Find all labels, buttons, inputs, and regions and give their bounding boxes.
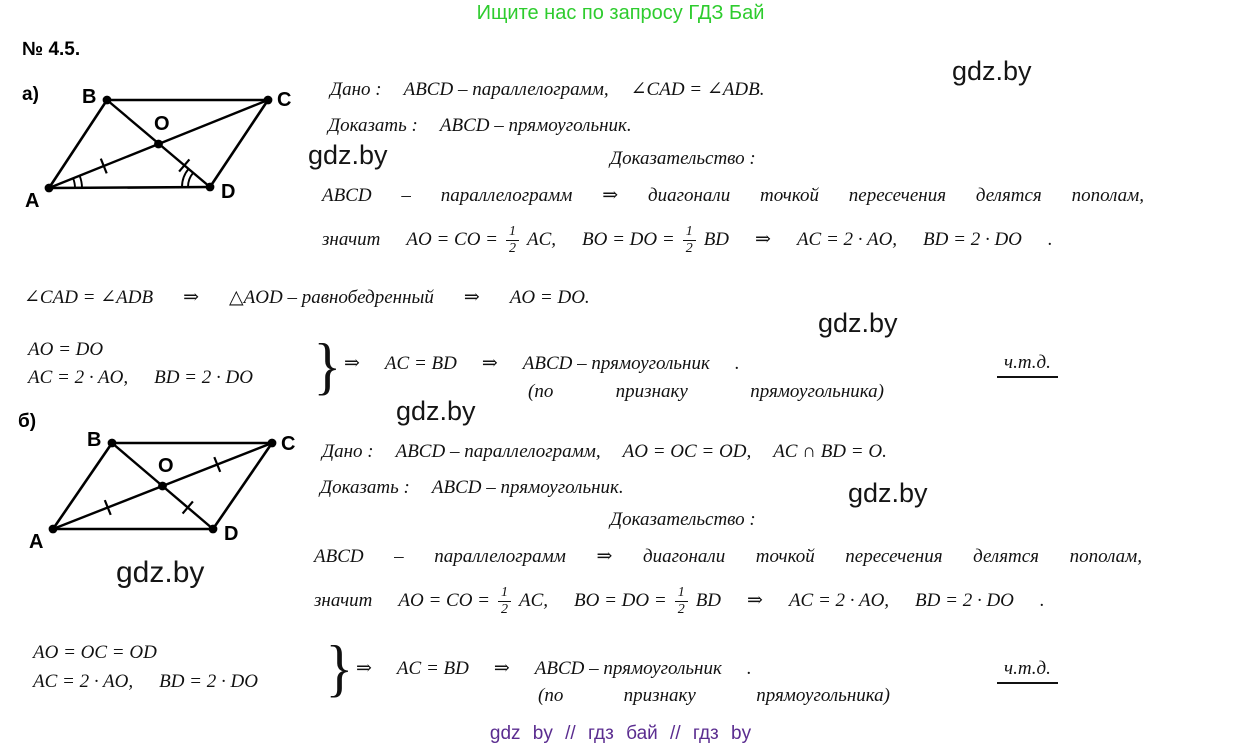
eq-text: BO = DO = <box>574 590 667 612</box>
vertex-d-dot <box>206 183 215 192</box>
gdz-watermark: gdz.by <box>818 308 898 338</box>
implies-arrow: ⇒ <box>463 287 480 308</box>
eq-result: AO = DO. <box>509 287 590 308</box>
vertex-c-label: C <box>281 433 296 455</box>
fraction-denominator: 2 <box>509 240 516 256</box>
fraction-one-half <box>683 224 696 256</box>
eq-text: BO = DO = <box>582 229 675 251</box>
vertex-a-label: A <box>29 531 44 553</box>
eq-result: AC = 2 · AO, <box>788 590 890 612</box>
eq-result: BD = 2 · DO <box>923 229 1022 251</box>
period: . <box>734 353 740 374</box>
angle-arc-d-1 <box>188 173 193 187</box>
fraction-numerator: 1 <box>683 224 696 241</box>
given-clause: ∠CAD = ∠ADB. <box>630 79 765 100</box>
implies-arrow: ⇒ <box>356 658 372 679</box>
part-b-label: б) <box>18 411 37 432</box>
triangle-statement: △AOD – равнобедренный <box>229 287 434 308</box>
vertex-a-label: A <box>25 190 40 212</box>
given-line-b <box>322 440 887 464</box>
implies-arrow: ⇒ <box>183 287 200 308</box>
fraction-denominator: 2 <box>501 601 508 617</box>
vertex-a-dot <box>49 525 58 534</box>
eq-text: AC, <box>527 229 557 251</box>
implies-arrow: ⇒ <box>344 353 360 374</box>
step2-pre: значит <box>322 229 381 251</box>
gdz-watermark: gdz.by <box>396 396 476 426</box>
equation-bo-do <box>582 224 729 256</box>
fraction-one-half <box>498 585 511 617</box>
eq-text: BD = 2 · DO <box>154 367 253 388</box>
fraction-one-half <box>506 224 519 256</box>
fraction-denominator: 2 <box>677 601 685 617</box>
prove-statement: ABCD – прямоугольник. <box>439 115 632 136</box>
qed-mark-b: ч.т.д. <box>997 658 1058 684</box>
qed-mark-a: ч.т.д. <box>997 352 1058 378</box>
vertex-d-dot <box>209 525 218 534</box>
prove-label: Доказать : <box>328 115 418 136</box>
side-ab <box>49 100 107 188</box>
vertex-c-dot <box>268 439 277 448</box>
implies-arrow: ⇒ <box>747 590 763 612</box>
proof-step2-a <box>322 214 1053 266</box>
proof-step2-b <box>314 575 1045 627</box>
site-footer-text: gdz by // гдз бай // гдз by <box>489 723 752 744</box>
gdz-watermark: gdz.by <box>848 478 928 508</box>
point-o-dot <box>154 140 163 149</box>
gdz-watermark: gdz.by <box>116 556 205 589</box>
given-clause: AO = OC = OD, <box>622 441 752 462</box>
vertex-b-dot <box>108 439 117 448</box>
eq-result: BD = 2 · DO <box>915 590 1014 612</box>
conclusion-line-b <box>356 657 752 681</box>
problem-number: № 4.5. <box>22 39 81 60</box>
conclusion-note-a: (по признаку прямоугольника) <box>528 381 884 402</box>
conclusion-statement: ABCD – прямоугольник <box>534 658 722 679</box>
eq-text: AC = 2 · AO, <box>28 367 129 388</box>
period: . <box>1047 229 1053 251</box>
system-brace-a: } <box>313 330 342 401</box>
vertex-c-dot <box>264 96 273 105</box>
fraction-numerator: 1 <box>506 224 519 241</box>
figure-b-parallelogram <box>25 430 325 560</box>
system-row1-b: AO = OC = OD <box>33 642 157 663</box>
eq-text: BD = 2 · DO <box>159 671 258 692</box>
vertex-d-label: D <box>224 523 239 545</box>
side-da <box>49 187 210 188</box>
vertex-c-label: C <box>277 89 292 111</box>
eq-text: AO = CO = <box>398 590 490 612</box>
given-clause: AC ∩ BD = O. <box>773 441 887 462</box>
side-cd <box>210 100 268 187</box>
fraction-numerator: 1 <box>675 585 688 602</box>
equation-ao-co <box>398 585 548 617</box>
equation-bo-do <box>574 585 721 617</box>
part-a-label: а) <box>22 84 39 105</box>
given-clause: ABCD – параллелограмм, <box>403 79 609 100</box>
step2-pre: значит <box>314 590 373 612</box>
proof-step1-b: ABCD – параллелограмм ⇒ диагонали точкой пересечения делятся пополам, <box>314 546 1142 567</box>
site-header-text: Ищите нас по запросу ГДЗ Бай <box>476 2 765 24</box>
eq-result: AC = 2 · AO, <box>796 229 898 251</box>
prove-line-b <box>320 476 624 500</box>
equation-ao-co <box>406 224 556 256</box>
eq-text: BD <box>703 229 730 251</box>
conclusion-statement: ABCD – прямоугольник <box>522 353 710 374</box>
proof-title-a: Доказательство : <box>610 148 756 169</box>
point-o-label: O <box>154 113 170 135</box>
given-label: Дано : <box>322 441 374 462</box>
proof-step1-a: ABCD – параллелограмм ⇒ диагонали точкой пересечения делятся пополам, <box>322 185 1144 206</box>
point-o-dot <box>158 482 167 491</box>
given-clause: ABCD – параллелограмм, <box>395 441 601 462</box>
angle-arc-a-2 <box>80 176 82 188</box>
conclusion-line-a <box>344 352 740 376</box>
angle-equality: ∠CAD = ∠ADB <box>24 287 154 308</box>
vertex-d-label: D <box>221 181 236 203</box>
given-label: Дано : <box>330 79 382 100</box>
prove-statement: ABCD – прямоугольник. <box>431 477 624 498</box>
vertex-b-label: B <box>87 430 102 451</box>
proof-title-b: Доказательство : <box>610 509 756 530</box>
point-o-label: O <box>158 455 174 477</box>
fraction-numerator: 1 <box>498 585 511 602</box>
gdz-watermark: gdz.by <box>952 56 1032 86</box>
eq-text: AO = CO = <box>406 229 498 251</box>
system-row2-a <box>28 366 253 390</box>
system-brace-b: } <box>325 632 354 703</box>
system-row2-b <box>33 670 258 694</box>
implies-arrow: ⇒ <box>755 229 771 251</box>
side-ab <box>53 443 112 529</box>
proof-step3-a <box>24 286 590 310</box>
vertex-a-dot <box>45 184 54 193</box>
implies-arrow: ⇒ <box>481 353 498 374</box>
implies-arrow: ⇒ <box>493 658 510 679</box>
angle-arc-a-1 <box>73 178 75 188</box>
fraction-denominator: 2 <box>685 240 693 256</box>
prove-label: Доказать : <box>320 477 410 498</box>
gdz-watermark: gdz.by <box>308 140 388 170</box>
vertex-b-label: B <box>82 86 97 108</box>
side-cd <box>213 443 272 529</box>
eq-text: AC = BD <box>396 658 469 679</box>
eq-text: BD <box>695 590 722 612</box>
system-row1-a: AO = DO <box>28 339 104 360</box>
fraction-one-half <box>675 585 688 617</box>
figure-a-parallelogram <box>25 85 325 215</box>
given-line-a <box>330 78 765 102</box>
eq-text: AC = 2 · AO, <box>33 671 134 692</box>
vertex-b-dot <box>103 96 112 105</box>
period: . <box>1039 590 1045 612</box>
period: . <box>746 658 752 679</box>
eq-text: AC, <box>519 590 549 612</box>
prove-line-a <box>328 114 632 138</box>
eq-text: AC = BD <box>384 353 457 374</box>
conclusion-note-b: (по признаку прямоугольника) <box>538 685 890 706</box>
